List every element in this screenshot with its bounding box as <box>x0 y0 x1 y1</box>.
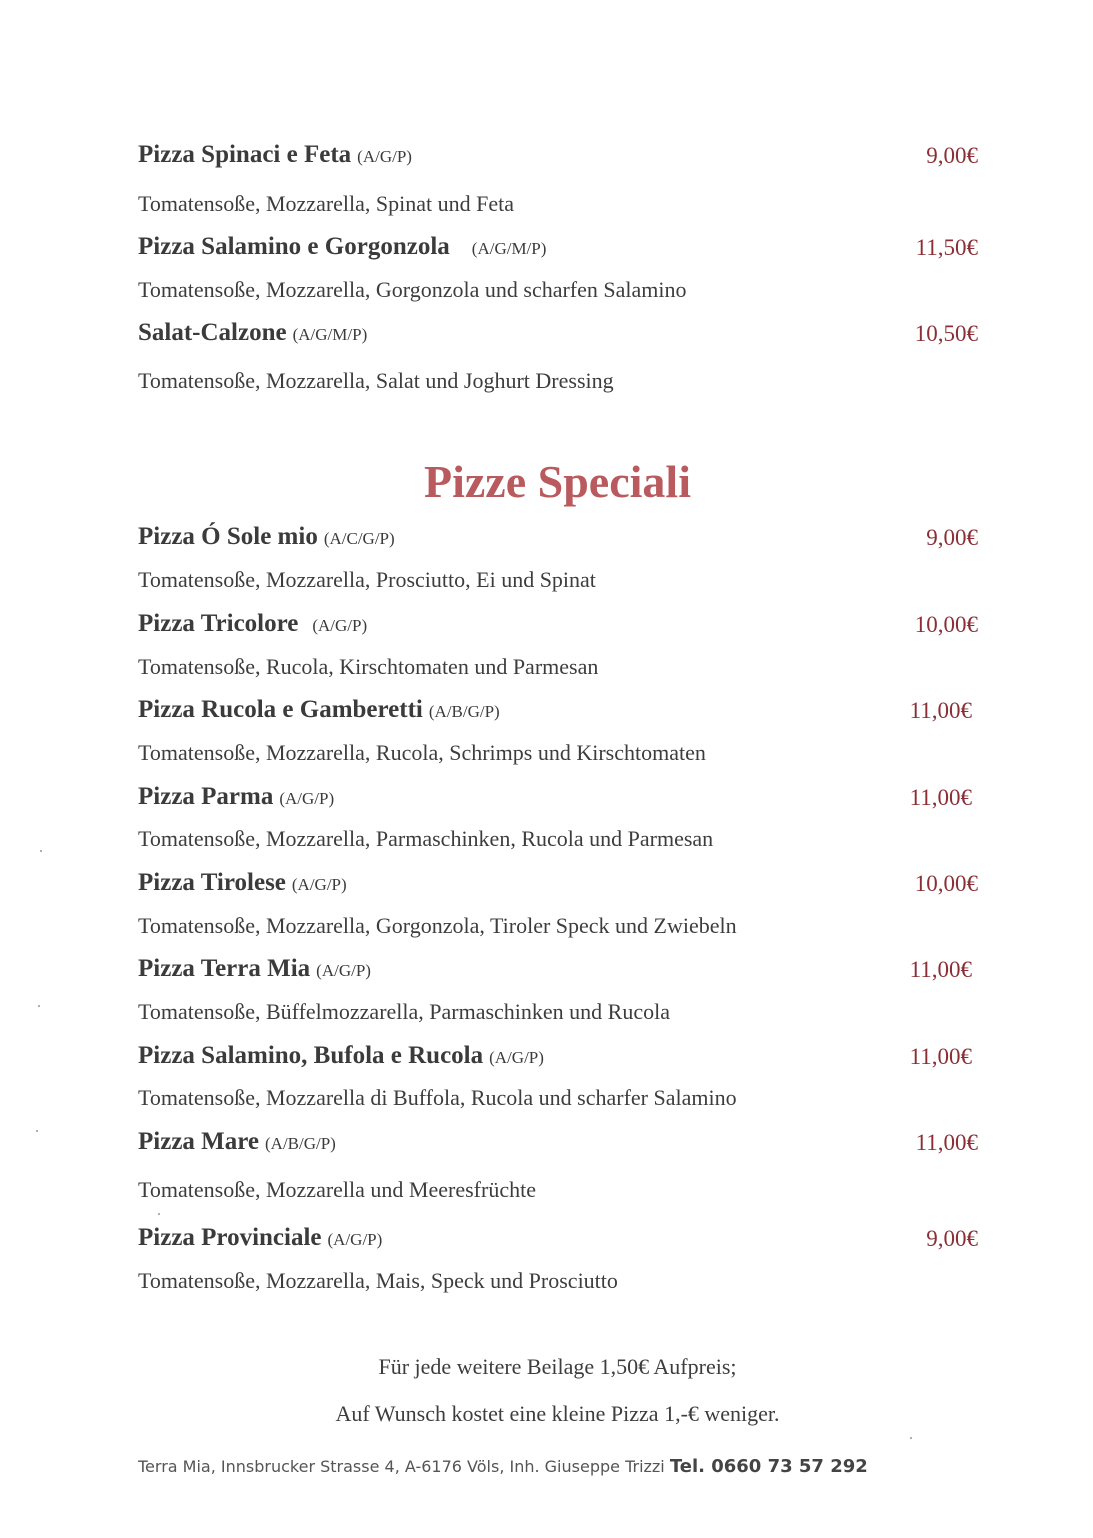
footer-phone: Tel. 0660 73 57 292 <box>669 1456 868 1477</box>
note-extra-topping: Für jede weitere Beilage 1,50€ Aufpreis; <box>378 1354 737 1379</box>
item-description: Tomatensoße, Mozzarella, Salat und Joghurt Dressing <box>138 368 614 393</box>
item-name: Pizza Tricolore <box>138 610 299 637</box>
scan-speck <box>910 1437 912 1439</box>
item-name: Pizza Tirolese <box>138 869 286 896</box>
item-name: Pizza Rucola e Gamberetti <box>138 696 423 723</box>
item-allergens: (A/B/G/P) <box>428 702 500 721</box>
item-allergens: (A/G/P) <box>312 616 368 635</box>
item-description: Tomatensoße, Mozzarella und Meeresfrüchte <box>138 1177 536 1202</box>
menu-item-name-row <box>138 955 978 983</box>
item-description: Tomatensoße, Büffelmozzarella, Parmaschinken und Rucola <box>138 999 670 1024</box>
menu-item-name-row <box>138 1224 978 1252</box>
item-name: Pizza Spinaci e Feta <box>138 141 352 168</box>
item-price: 9,00€ <box>926 1226 978 1251</box>
section-title: Pizze Speciali <box>424 456 691 507</box>
item-price: 10,00€ <box>914 612 978 637</box>
note-small-pizza: Auf Wunsch kostet eine kleine Pizza 1,-€ weniger. <box>335 1401 780 1426</box>
item-price: 10,00€ <box>914 871 978 896</box>
item-allergens: (A/G/P) <box>316 961 371 980</box>
menu-item-name-row <box>138 1128 978 1156</box>
item-description: Tomatensoße, Mozzarella, Rucola, Schrimps und Kirschtomaten <box>138 740 706 765</box>
item-price: 10,50€ <box>914 321 978 346</box>
item-name: Pizza Mare <box>138 1128 259 1155</box>
item-price: 11,00€ <box>909 698 972 723</box>
item-description: Tomatensoße, Mozzarella, Parmaschinken, Rucola und Parmesan <box>138 826 714 851</box>
item-name: Salat-Calzone <box>138 319 287 346</box>
item-price: 11,00€ <box>909 785 972 810</box>
item-name: Pizza Ó Sole mio <box>138 523 318 550</box>
item-price: 11,50€ <box>915 235 978 260</box>
menu-item-name-row <box>138 783 978 811</box>
item-price: 9,00€ <box>926 525 978 550</box>
menu-item-name-row <box>138 141 978 169</box>
item-allergens: (A/G/P) <box>327 1230 383 1249</box>
item-description: Tomatensoße, Mozzarella, Gorgonzola und scharfen Salamino <box>138 277 687 302</box>
item-description: Tomatensoße, Mozzarella di Buffola, Rucola und scharfer Salamino <box>138 1085 737 1110</box>
item-description: Tomatensoße, Mozzarella, Mais, Speck und Prosciutto <box>138 1268 618 1293</box>
item-allergens: (A/B/G/P) <box>265 1134 336 1153</box>
item-allergens: (A/C/G/P) <box>323 529 395 548</box>
item-name: Pizza Terra Mia <box>138 955 311 982</box>
item-allergens: (A/G/P) <box>291 875 347 894</box>
scan-speck <box>36 1130 38 1132</box>
item-description: Tomatensoße, Mozzarella, Spinat und Feta <box>138 191 515 216</box>
item-name: Pizza Parma <box>138 783 274 810</box>
item-price: 9,00€ <box>926 143 978 168</box>
item-description: Tomatensoße, Rucola, Kirschtomaten und Parmesan <box>138 654 599 679</box>
item-name: Pizza Salamino e Gorgonzola <box>138 233 450 260</box>
item-allergens: (A/G/P) <box>357 147 412 166</box>
menu-item-name-row <box>138 696 978 724</box>
item-price: 11,00€ <box>915 1130 978 1155</box>
item-allergens: (A/G/P) <box>489 1048 544 1067</box>
menu-item-name-row <box>138 869 978 897</box>
item-allergens: (A/G/M/P) <box>471 239 547 258</box>
footer-address-text: Terra Mia, Innsbrucker Strasse 4, A-6176 Völs, Inh. Giuseppe Trizzi <box>138 1457 665 1476</box>
item-allergens: (A/G/P) <box>279 789 335 808</box>
menu-item-name-row <box>138 233 978 261</box>
item-allergens: (A/G/M/P) <box>292 325 368 344</box>
scan-speck <box>158 1213 160 1215</box>
menu-item-name-row <box>138 610 978 638</box>
item-description: Tomatensoße, Mozzarella, Gorgonzola, Tiroler Speck und Zwiebeln <box>138 913 737 938</box>
item-name: Pizza Salamino, Bufola e Rucola <box>138 1042 484 1069</box>
item-name: Pizza Provinciale <box>138 1224 322 1251</box>
item-description: Tomatensoße, Mozzarella, Prosciutto, Ei und Spinat <box>138 567 596 592</box>
footer-address <box>138 1456 868 1477</box>
item-price: 11,00€ <box>909 1044 972 1069</box>
scan-speck <box>38 1005 40 1007</box>
menu-item-name-row <box>138 1042 978 1070</box>
menu-item-name-row <box>138 523 978 551</box>
menu-item-name-row <box>138 319 978 347</box>
item-price: 11,00€ <box>909 957 972 982</box>
scan-speck <box>40 850 42 852</box>
